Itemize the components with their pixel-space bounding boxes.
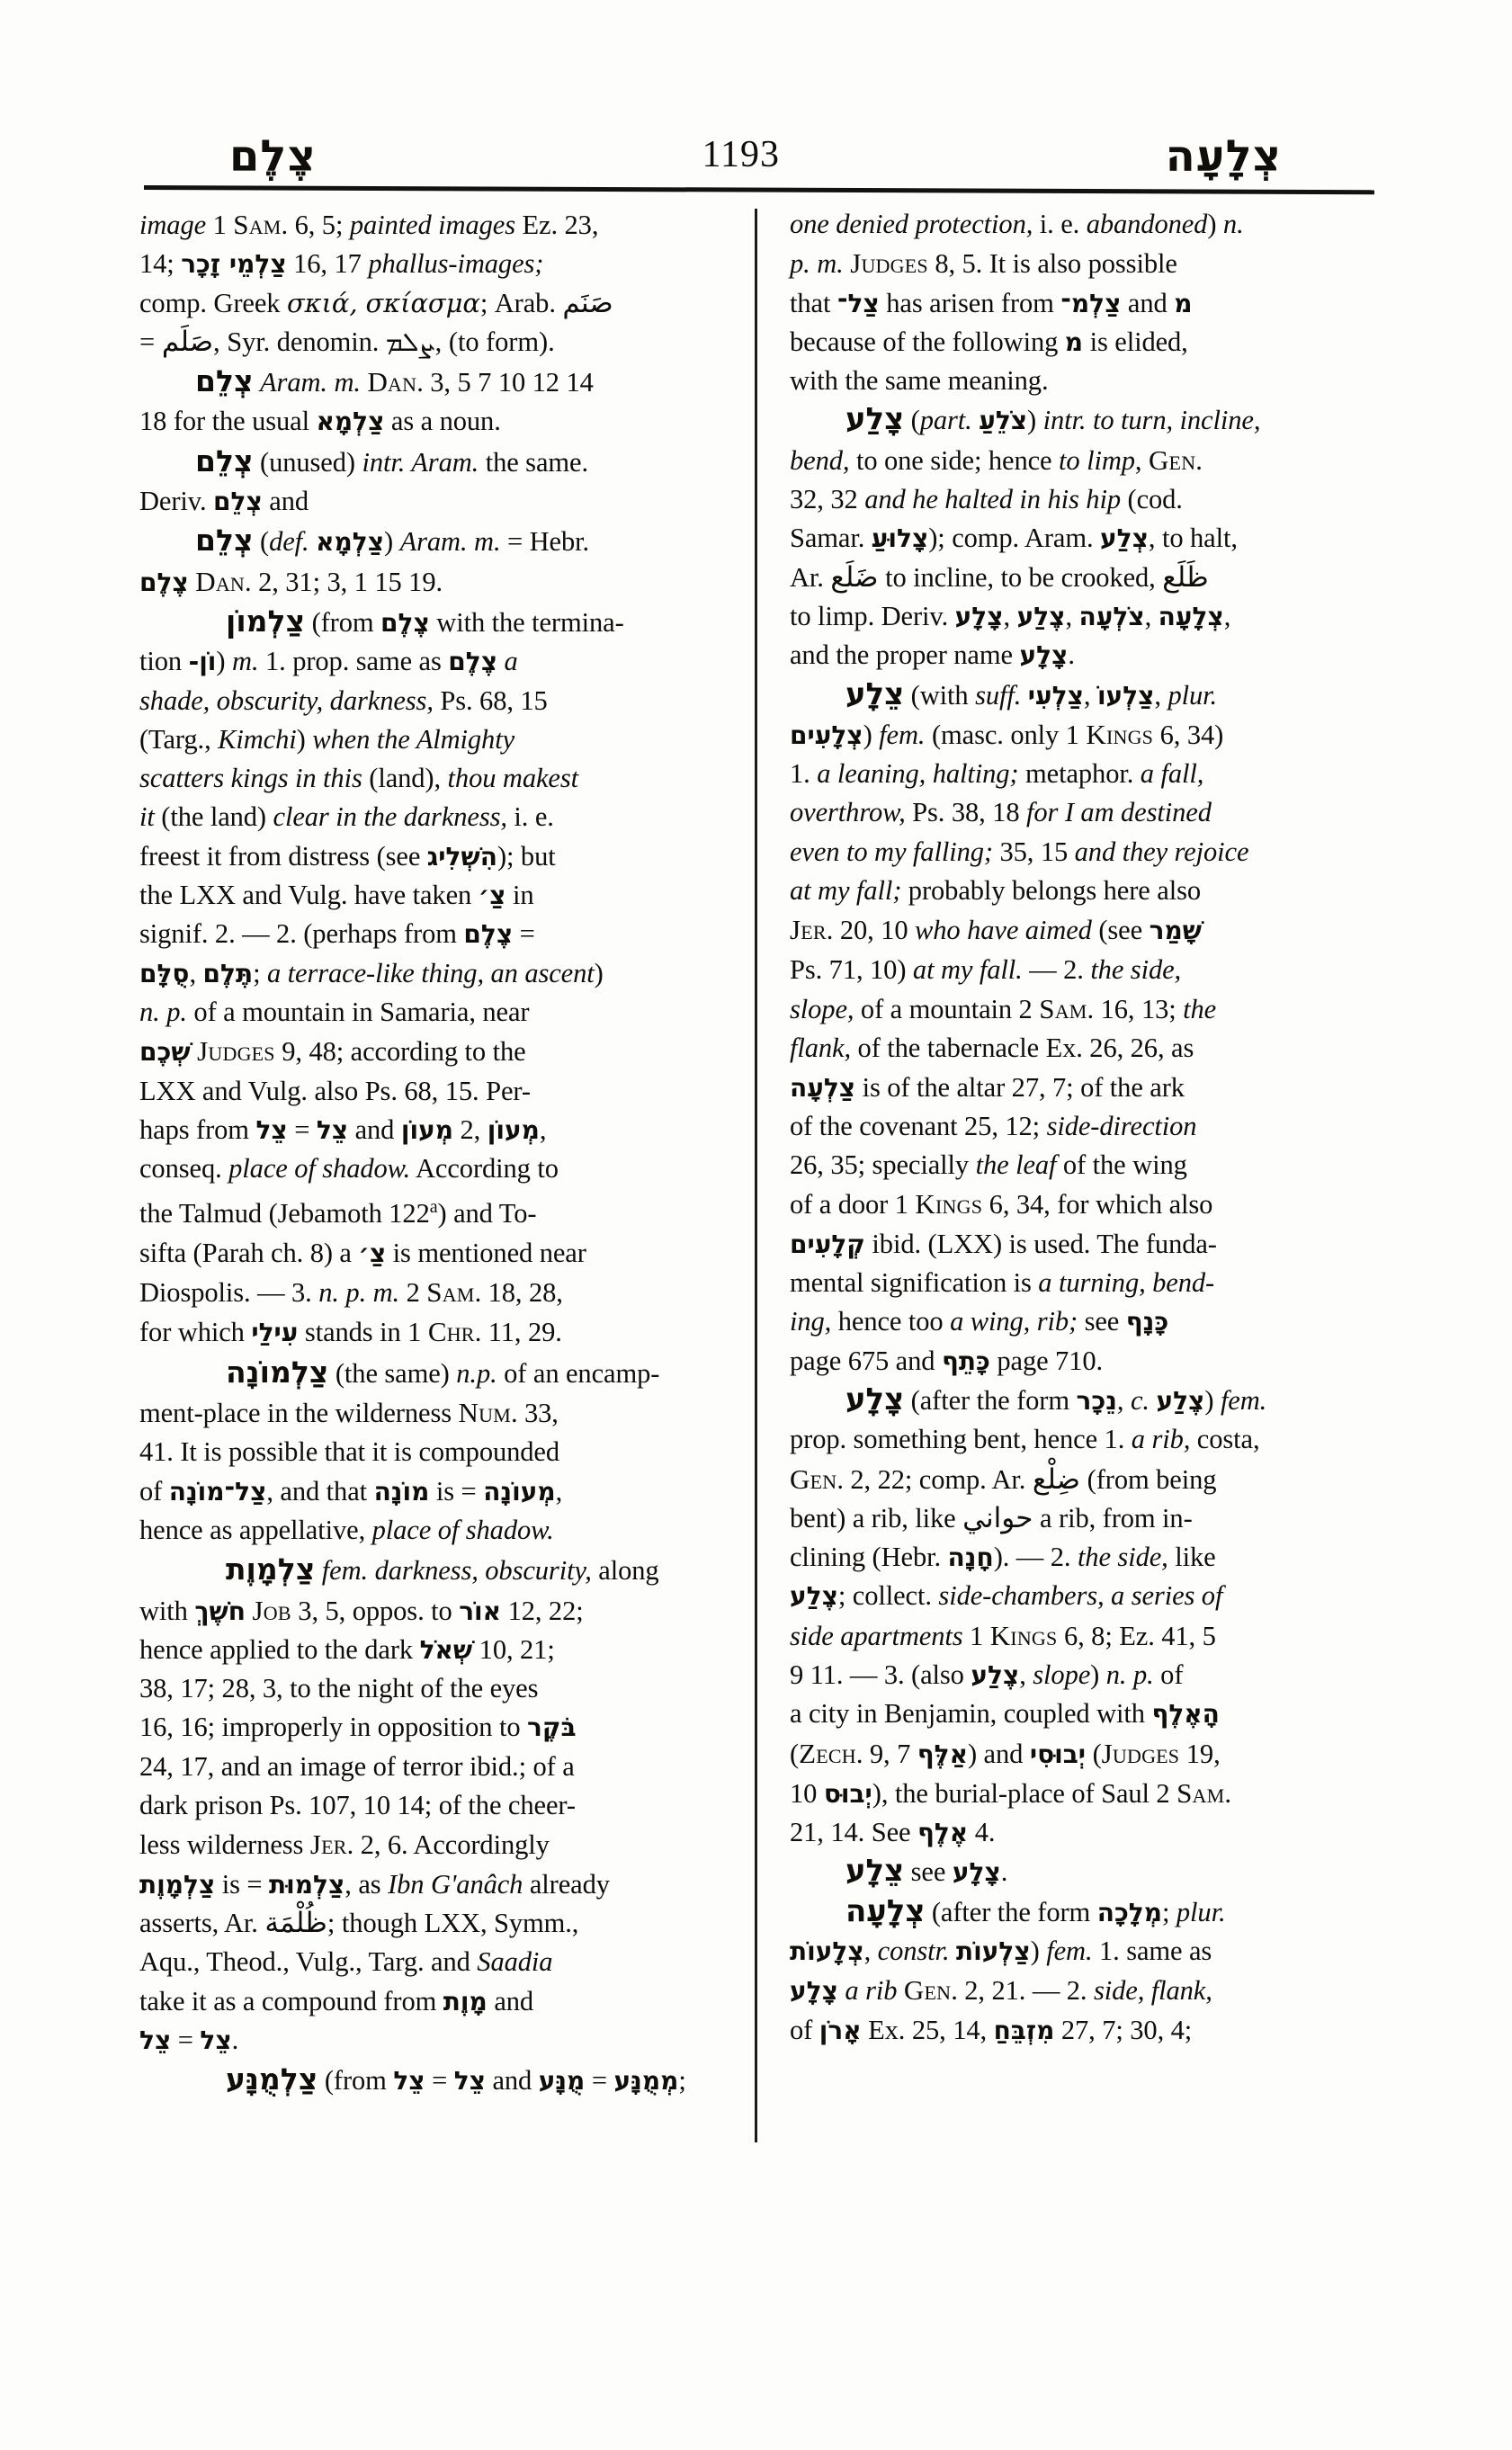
page-number: 1193 <box>702 134 780 175</box>
right-column-line: with the same meaning. <box>790 365 1049 397</box>
right-column-line: 32, 32 and he halted in his hip (cod. <box>790 484 1183 515</box>
left-column-line: צַלְמוֹן (from צֶלֶם with the termina- <box>226 603 624 639</box>
right-column-line: even to my falling; 35, 15 and they rejoice <box>790 836 1249 867</box>
right-column-line: (Zech. 9, 7 אַלֶּף) and יְבוּסִי (Judges 19, <box>790 1737 1221 1769</box>
left-column-line: take it as a compound from מָוֶת and <box>139 1985 534 2016</box>
right-column-line: clining (Hebr. חָנָה). — 2. the side, like <box>790 1542 1216 1573</box>
right-column-line: a city in Benjamin, coupled with הָאֶלֶף <box>790 1698 1220 1730</box>
left-column-line: צַלְמֻנָּע (from צֵל = צֵל and מֻנָּע = מְמֻנָּע; <box>226 2061 686 2097</box>
right-column-line: צֵלָע see צָלָע. <box>845 1853 1008 1890</box>
right-column-line: to limp. Deriv. צָלָע, צֶלַע, צֹלְעָה, צְלָעָה, <box>790 600 1231 631</box>
left-column-line: dark prison Ps. 107, 10 14; of the cheer- <box>139 1790 576 1821</box>
right-column <box>790 205 1381 2166</box>
left-column-line: image 1 Sam. 6, 5; painted images Ez. 23, <box>139 209 599 240</box>
left-column-line: with חֹשֶׁךְ Job 3, 5, oppos. to אוֹר 12, 22; <box>139 1594 584 1626</box>
left-column-line: shade, obscurity, darkness, Ps. 68, 15 <box>139 684 548 716</box>
right-column-line: Jer. 20, 10 who have aimed (see שָׁמַר <box>790 914 1202 946</box>
right-column-line: that צַל־ has arisen from צַלְמ־ and מ <box>790 287 1193 318</box>
left-column <box>139 205 730 2166</box>
right-column-line: one denied protection, i. e. abandoned) n. <box>790 209 1244 239</box>
right-column-line: overthrow, Ps. 38, 18 for I am destined <box>790 797 1212 828</box>
left-column-line: sifta (Parah ch. 8) a צַ׳ is mentioned near <box>139 1237 586 1268</box>
left-column-line: Deriv. צְלֵם and <box>139 486 309 517</box>
right-column-line: bent) a rib, like حواني a rib, from in- <box>790 1501 1193 1534</box>
running-head-right-word: צְלָעָה <box>1165 131 1282 182</box>
left-column-line: צְלֵם (unused) intr. Aram. the same. <box>195 443 588 478</box>
left-column-line: ment-place in the wilderness Num. 33, <box>139 1397 559 1429</box>
right-column-line: צַלְעָה is of the altar 27, 7; of the ark <box>790 1071 1185 1103</box>
running-head-left-word: צֶלֶם <box>229 131 317 182</box>
right-column-line: prop. something bent, hence 1. a rib, costa, <box>790 1424 1260 1455</box>
right-column-line: p. m. Judges 8, 5. It is also possible <box>790 247 1177 280</box>
right-column-line: 26, 35; specially the leaf of the wing <box>790 1149 1187 1181</box>
right-column-line: side apartments 1 Kings 6, 8; Ez. 41, 5 <box>790 1619 1216 1651</box>
right-column-line: of the covenant 25, 12; side-direction <box>790 1110 1197 1141</box>
right-column-line: bend, to one side; hence to limp, Gen. <box>790 443 1203 476</box>
left-column-line: שְׁכֶם Judges 9, 48; according to the <box>139 1035 526 1068</box>
left-column-line: LXX and Vulg. also Ps. 68, 15. Per- <box>139 1075 531 1106</box>
right-column-line: 9 11. — 3. (also צֶלַע, slope) n. p. of <box>790 1659 1184 1690</box>
right-column-line: 21, 14. See אֶלֶף 4. <box>790 1817 996 1848</box>
right-column-line: 1. a leaning, halting; metaphor. a fall, <box>790 758 1204 790</box>
left-column-line: hence as appellative, place of shadow. <box>139 1514 554 1545</box>
header-rule <box>144 185 1374 194</box>
left-column-line: for which עִילַי stands in 1 Chr. 11, 29. <box>139 1316 562 1348</box>
right-column-line: slope, of a mountain 2 Sam. 16, 13; the <box>790 992 1217 1024</box>
right-column-line: flank, of the tabernacle Ex. 26, 26, as <box>790 1033 1194 1064</box>
left-column-line: it (the land) clear in the darkness, i. e. <box>139 801 554 833</box>
left-column-line: 41. It is possible that it is compounded <box>139 1436 560 1468</box>
right-column-line: צֵלָע (with suff. צַלְעִי, צַלְעוֹ, plur. <box>845 675 1218 712</box>
left-column-line: 18 for the usual צַלְמָא as a noun. <box>139 406 501 437</box>
left-column-line: haps from צֵל = צֵל and מְעוֹן 2, מְעוֹן, <box>139 1113 547 1145</box>
left-column-line: סֻלָּם, תֶּלֶם; a terrace-like thing, an ascent) <box>139 957 604 988</box>
left-column-line: 24, 17, and an image of terror ibid.; of a <box>139 1750 575 1782</box>
right-column-line: Samar. צָלוּעַ); comp. Aram. צְלַע, to halt, <box>790 523 1238 554</box>
right-column-line: Ps. 71, 10) at my fall. — 2. the side, <box>790 953 1182 985</box>
right-column-line: at my fall; probably belongs here also <box>790 875 1201 907</box>
right-column-line: קְלָעִים ibid. (LXX) is used. The funda- <box>790 1228 1217 1259</box>
left-column-line: 14; צַלְמֵי זָכָר 16, 17 phallus-images; <box>139 248 544 280</box>
body-columns <box>139 205 1381 2166</box>
right-column-line: 10 יְבוּס), the burial-place of Saul 2 Sam. <box>790 1776 1231 1809</box>
left-column-line: צַלְמָוֶת is = צַלְמוּת, as Ibn G'anâch already <box>139 1868 610 1900</box>
right-column-line: צְלָעָה (after the form מְלָכָה; plur. <box>845 1892 1226 1929</box>
right-column-line: and the proper name צָלָע. <box>790 639 1075 671</box>
right-column-line: צָלָע a rib Gen. 2, 21. — 2. side, flank, <box>790 1974 1212 2007</box>
left-column-line: conseq. place of shadow. According to <box>139 1153 559 1185</box>
right-column-line: צָלָע (after the form נֵכָר, c. צֶלַע) fem. <box>845 1381 1267 1417</box>
left-column-line: the Talmud (Jebamoth 122$^a$) and To- <box>139 1197 537 1229</box>
right-column-line: Ar. ضَلَع to incline, to be crooked, ظَلَع <box>790 560 1209 594</box>
left-column-line: צַלְמָוֶת fem. darkness, obscurity, along <box>226 1551 659 1587</box>
left-column-line: = صَلَم, Syr. denomin. ܨܠܡ, (to form). <box>139 325 555 358</box>
left-column-line: צַלְמוֹנָה (the same) n.p. of an encamp- <box>226 1354 660 1390</box>
left-column-line: 38, 17; 28, 3, to the night of the eyes <box>139 1673 539 1704</box>
left-column-line: the LXX and Vulg. have taken צַ׳ in <box>139 880 534 911</box>
left-column-line: freest it from distress (see הִשְׁלִיג); but <box>139 840 556 872</box>
left-column-line: less wilderness Jer. 2, 6. Accordingly <box>139 1829 550 1861</box>
left-column-line: scatters kings in this (land), thou makest <box>139 763 578 794</box>
left-column-line: Aqu., Theod., Vulg., Targ. and Saadia <box>139 1946 553 1978</box>
right-column-line: page 675 and כָּתֵף page 710. <box>790 1345 1104 1376</box>
left-column-line: צֶלֶם Dan. 2, 31; 3, 1 15 19. <box>139 565 443 597</box>
left-column-line: Diospolis. — 3. n. p. m. 2 Sam. 18, 28, <box>139 1276 563 1309</box>
left-column-line: tion וֹן-) m. 1. prop. same as צֶלֶם a <box>139 646 518 677</box>
left-column-line: comp. Greek σκιά, σκίασμα; Arab. صَنَم <box>139 286 613 319</box>
left-column-line: asserts, Ar. ظُلْمَة; though LXX, Symm., <box>139 1906 579 1939</box>
running-head <box>157 97 1363 182</box>
left-column-line: צֵל = צֵל. <box>139 2024 239 2055</box>
right-column-line: mental signification is a turning, bend- <box>790 1267 1215 1299</box>
right-column-line: of a door 1 Kings 6, 34, for which also <box>790 1188 1213 1221</box>
left-column-line: n. p. of a mountain in Samaria, near <box>139 996 530 1027</box>
right-column-line: צְלָעוֹת, constr. צַלְעוֹת) fem. 1. same as <box>790 1936 1212 1967</box>
left-column-line: 16, 16; improperly in opposition to בֹּקֶר <box>139 1712 577 1743</box>
left-column-line: צְלֵם Aram. m. Dan. 3, 5 7 10 12 14 <box>195 363 594 399</box>
right-column-line: צֶלַע; collect. side-chambers, a series of <box>790 1580 1223 1612</box>
right-column-line: because of the following מ is elided, <box>790 326 1188 357</box>
right-column-line: ing, hence too a wing, rib; see כָּנָף <box>790 1306 1169 1337</box>
right-column-line: Gen. 2, 22; comp. Ar. ضِلْع (from being <box>790 1462 1217 1496</box>
left-column-line: of צַל־מוֹנָה, and that מוֹנָה is = מְעוֹנָה, <box>139 1475 563 1507</box>
left-column-line: (Targ., Kimchi) when the Almighty <box>139 723 515 755</box>
right-column-line: צָלַע (part. צֹלֵעַ) intr. to turn, incline, <box>845 401 1261 438</box>
left-column-line: signif. 2. — 2. (perhaps from צֶלֶם = <box>139 918 535 950</box>
right-column-line: צְלָעִים) fem. (masc. only 1 Kings 6, 34) <box>790 718 1224 750</box>
left-column-line: צְלֵם (def. צַלְמָא) Aram. m. = Hebr. <box>195 523 590 559</box>
left-column-line: hence applied to the dark שְׁאֹל 10, 21; <box>139 1633 555 1665</box>
right-column-line: of אָרֹן Ex. 25, 14, מִזְבֵּחַ 27, 7; 30, 4; <box>790 2014 1193 2045</box>
